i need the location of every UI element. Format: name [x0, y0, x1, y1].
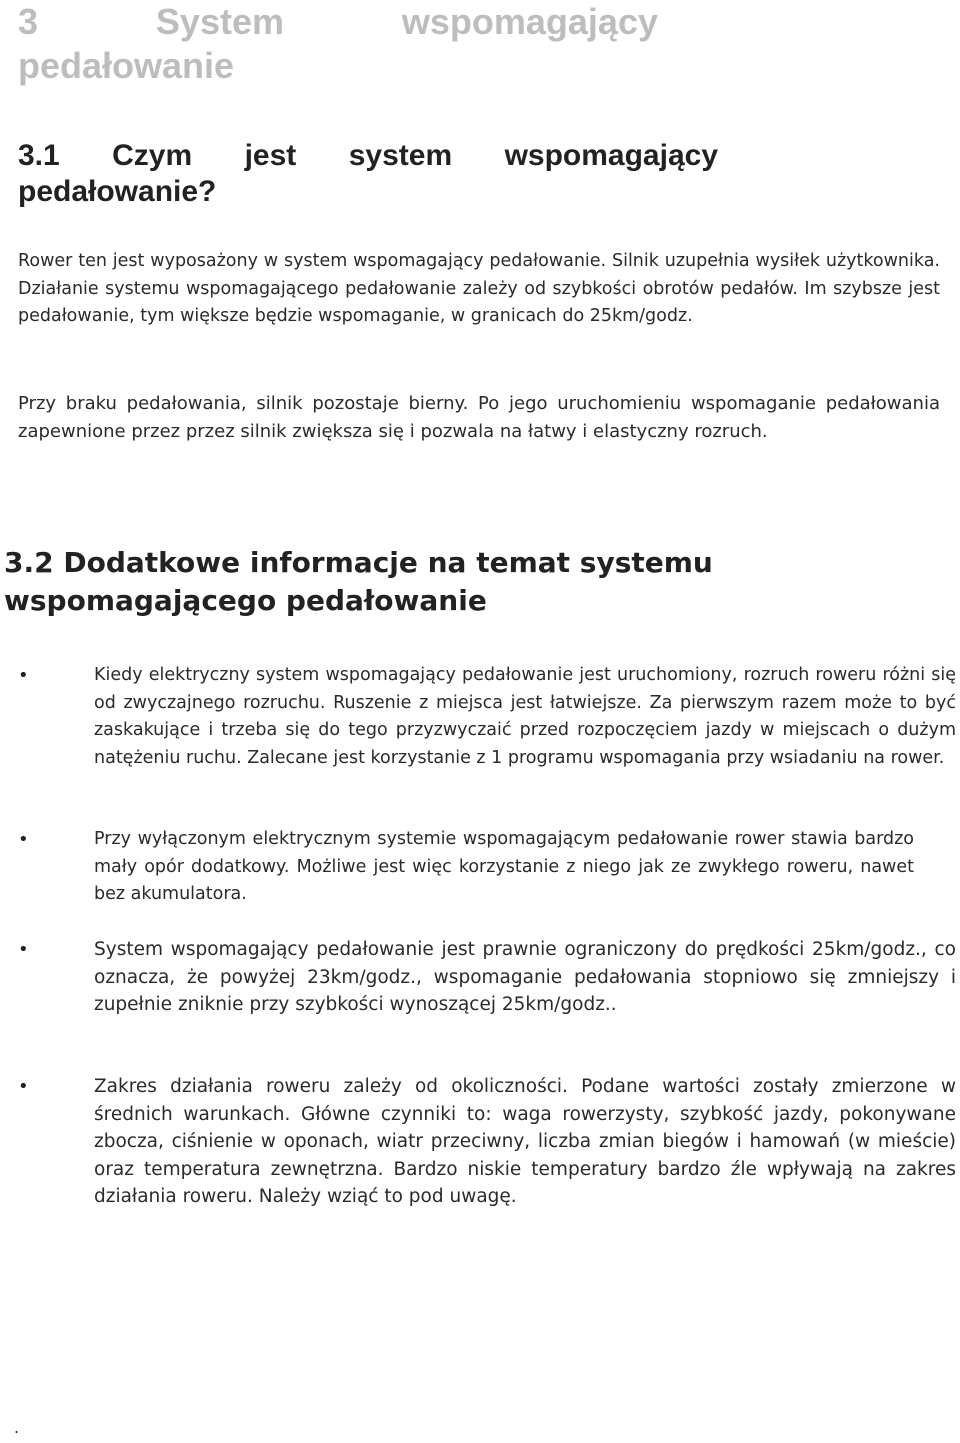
bullet-icon: • — [18, 665, 29, 686]
footer-mark: . — [14, 1418, 20, 1437]
chapter-title: 3 System wspomagający pedałowanie — [18, 1, 658, 86]
list-item-text: Przy wyłączonym elektrycznym systemie wspomagającym pedałowanie rower stawia bardzo mały opór dodatkowy. Możliwe jest więc korzystanie z niego jak ze zwykłego roweru, nawet bez akumulatora. — [94, 829, 914, 904]
paragraph: Rower ten jest wyposażony w system wspomagający pedałowanie. Silnik uzupełnia wysiłek użytkownika. Działanie systemu wspomagającego pedałowanie zależy od szybkości obrotów pedałów. Im szybsze jest pedałowanie, tym większe będzie wspomaganie, w granicach do 25km/godz. — [18, 251, 940, 326]
list-item-text: Kiedy elektryczny system wspomagający pedałowanie jest uruchomiony, rozruch roweru różni się od zwyczajnego rozruchu. Ruszenie z miejsca jest łatwiejsze. Za pierwszym razem może to być zaskakujące i trzeba się do tego przyzwyczaić przed rozpoczęciem jazdy w miejscach o dużym natężeniu ruchu. Zalecane jest korzystanie z 1 programu wspomagania przy wsiadaniu na rower. — [94, 665, 956, 768]
section-title: 3.2 Dodatkowe informacje na temat systemu wspomagającego pedałowanie — [4, 546, 713, 617]
bullet-icon: • — [18, 1076, 29, 1097]
list-item-text: Zakres działania roweru zależy od okoliczności. Podane wartości zostały zmierzone w średnich warunkach. Główne czynniki to: waga rowerzysty, szybkość jazdy, pokonywane zbocza, ciśnienie w oponach, wiatr przeciwny, liczba zmian biegów i hamowań (w mieście) oraz temperatura zewnętrzna. Bardzo niskie temperatury bardzo źle wpływają na zakres działania roweru. Należy wziąć to pod uwagę. — [94, 1076, 956, 1207]
bullet-icon: • — [18, 829, 29, 850]
section-title: 3.1 Czym jest system wspomagający pedałowanie? — [18, 139, 718, 208]
bullet-icon: • — [18, 939, 29, 960]
list-item-text: System wspomagający pedałowanie jest prawnie ograniczony do prędkości 25km/godz., co oznacza, że powyżej 23km/godz., wspomaganie pedałowania stopniowo się zmniejszy i zupełnie zniknie przy szybkości wynoszącej 25km/godz.. — [94, 939, 956, 1015]
paragraph: Przy braku pedałowania, silnik pozostaje bierny. Po jego uruchomieniu wspomaganie pedałowania zapewnione przez przez silnik zwiększa się i pozwala na łatwy i elastyczny rozruch. — [18, 393, 940, 442]
